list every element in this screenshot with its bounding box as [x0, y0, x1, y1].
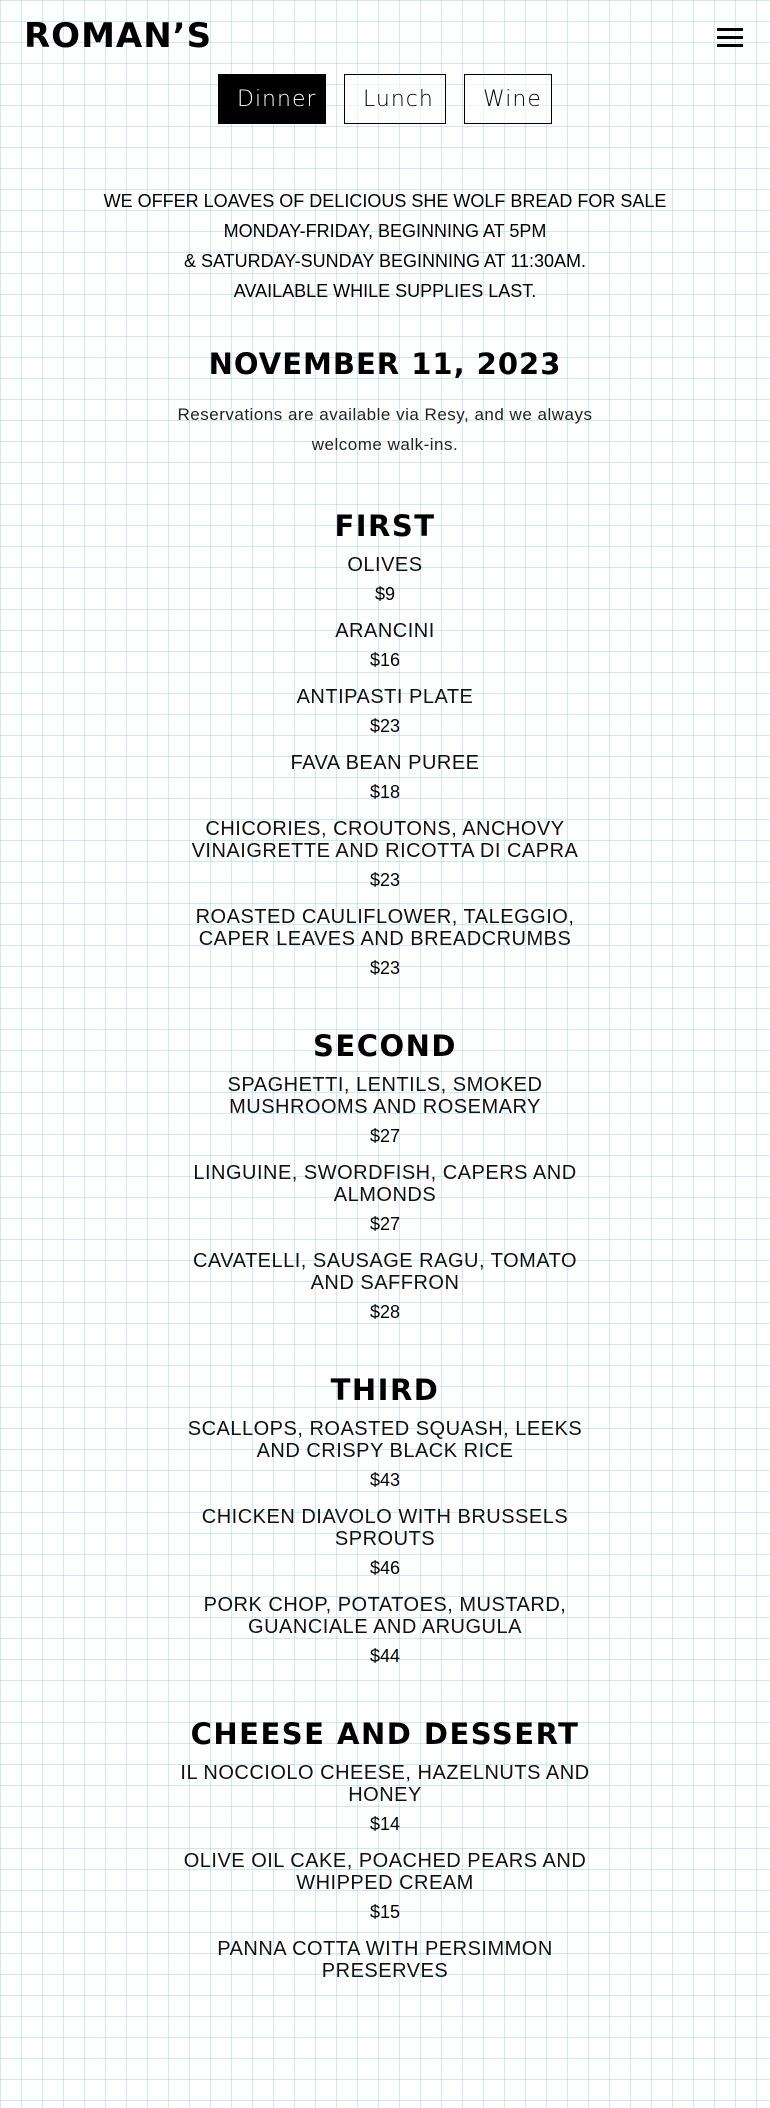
reservations-note: Reservations are available via Resy, and we always welcome walk-ins.: [177, 405, 593, 454]
item-name: OLIVES: [347, 554, 423, 576]
item-price: $23: [369, 716, 401, 736]
menu-item: [0, 686, 770, 738]
hamburger-menu-icon[interactable]: [714, 22, 746, 52]
tab-dinner[interactable]: Dinner: [218, 74, 326, 124]
item-price: $44: [369, 1646, 401, 1666]
notice-line: WE OFFER LOAVES OF DELICIOUS SHE WOLF BREAD FOR SALE: [103, 191, 667, 211]
section-title: CHEESE AND DESSERT: [190, 1717, 580, 1751]
item-name: PANNA COTTA WITH PERSIMMON PRESERVES: [217, 1938, 553, 1982]
section-first: [0, 506, 770, 980]
notice-line: & SATURDAY-SUNDAY BEGINNING AT 11:30AM.: [183, 251, 587, 271]
item-price: $43: [369, 1470, 401, 1490]
item-price: $14: [369, 1814, 401, 1834]
menu-date: NOVEMBER 11, 2023: [208, 347, 562, 381]
item-price: $9: [374, 584, 396, 604]
section-title: THIRD: [330, 1373, 440, 1407]
menu-item: [0, 1506, 770, 1580]
item-name: ROASTED CAULIFLOWER, TALEGGIO, CAPER LEAVES AND BREADCRUMBS: [195, 906, 575, 950]
menu-bar: [717, 44, 743, 47]
item-price: $23: [369, 958, 401, 978]
item-price: $27: [369, 1214, 401, 1234]
tab-lunch[interactable]: Lunch: [344, 74, 446, 124]
menu-item: [0, 906, 770, 980]
menu-tabs: [0, 74, 770, 126]
menu-item: [0, 1850, 770, 1924]
tab-wine[interactable]: Wine: [464, 74, 552, 124]
item-name: ANTIPASTI PLATE: [296, 686, 474, 708]
item-name: OLIVE OIL CAKE, POACHED PEARS AND WHIPPED CREAM: [183, 1850, 587, 1894]
section-second: [0, 1026, 770, 1324]
site-logo[interactable]: ROMAN’S: [24, 16, 213, 56]
item-name: CHICKEN DIAVOLO WITH BRUSSELS SPROUTS: [201, 1506, 569, 1550]
site-header: [0, 0, 770, 74]
notice-line: AVAILABLE WHILE SUPPLIES LAST.: [233, 281, 537, 301]
item-name: SPAGHETTI, LENTILS, SMOKED MUSHROOMS AND ROSEMARY: [227, 1074, 543, 1118]
menu-item: [0, 554, 770, 606]
item-price: $28: [369, 1302, 401, 1322]
item-price: $16: [369, 650, 401, 670]
item-name: SCALLOPS, ROASTED SQUASH, LEEKS AND CRISPY BLACK RICE: [187, 1418, 583, 1462]
item-name: CAVATELLI, SAUSAGE RAGU, TOMATO AND SAFFRON: [192, 1250, 578, 1294]
menu-bar: [717, 28, 743, 31]
menu-item: [0, 1418, 770, 1492]
item-name: PORK CHOP, POTATOES, MUSTARD, GUANCIALE AND ARUGULA: [203, 1594, 567, 1638]
item-price: $23: [369, 870, 401, 890]
menu-item: [0, 1594, 770, 1668]
menu-content: [0, 186, 770, 1982]
item-price: $27: [369, 1126, 401, 1146]
notice-line: MONDAY-FRIDAY, BEGINNING AT 5PM: [223, 221, 547, 241]
menu-item: [0, 620, 770, 672]
menu-item: [0, 1762, 770, 1836]
item-name: CHICORIES, CROUTONS, ANCHOVY VINAIGRETTE AND RICOTTA DI CAPRA: [191, 818, 579, 862]
section-cheese-and-dessert: [0, 1714, 770, 1982]
menu-bar: [717, 36, 743, 39]
item-name: ARANCINI: [335, 620, 435, 642]
bread-notice: [85, 186, 685, 306]
section-third: [0, 1370, 770, 1668]
item-price: $18: [369, 782, 401, 802]
item-name: IL NOCCIOLO CHEESE, HAZELNUTS AND HONEY: [180, 1762, 590, 1806]
menu-item: [0, 1074, 770, 1148]
menu-item: [0, 818, 770, 892]
item-name: LINGUINE, SWORDFISH, CAPERS AND ALMONDS: [193, 1162, 577, 1206]
section-title: SECOND: [313, 1029, 457, 1063]
menu-item: [0, 1250, 770, 1324]
menu-item: [0, 1162, 770, 1236]
section-title: FIRST: [334, 509, 436, 543]
menu-item: [0, 1938, 770, 1982]
menu-item: [0, 752, 770, 804]
item-price: $46: [369, 1558, 401, 1578]
item-price: $15: [369, 1902, 401, 1922]
item-name: FAVA BEAN PUREE: [290, 752, 480, 774]
